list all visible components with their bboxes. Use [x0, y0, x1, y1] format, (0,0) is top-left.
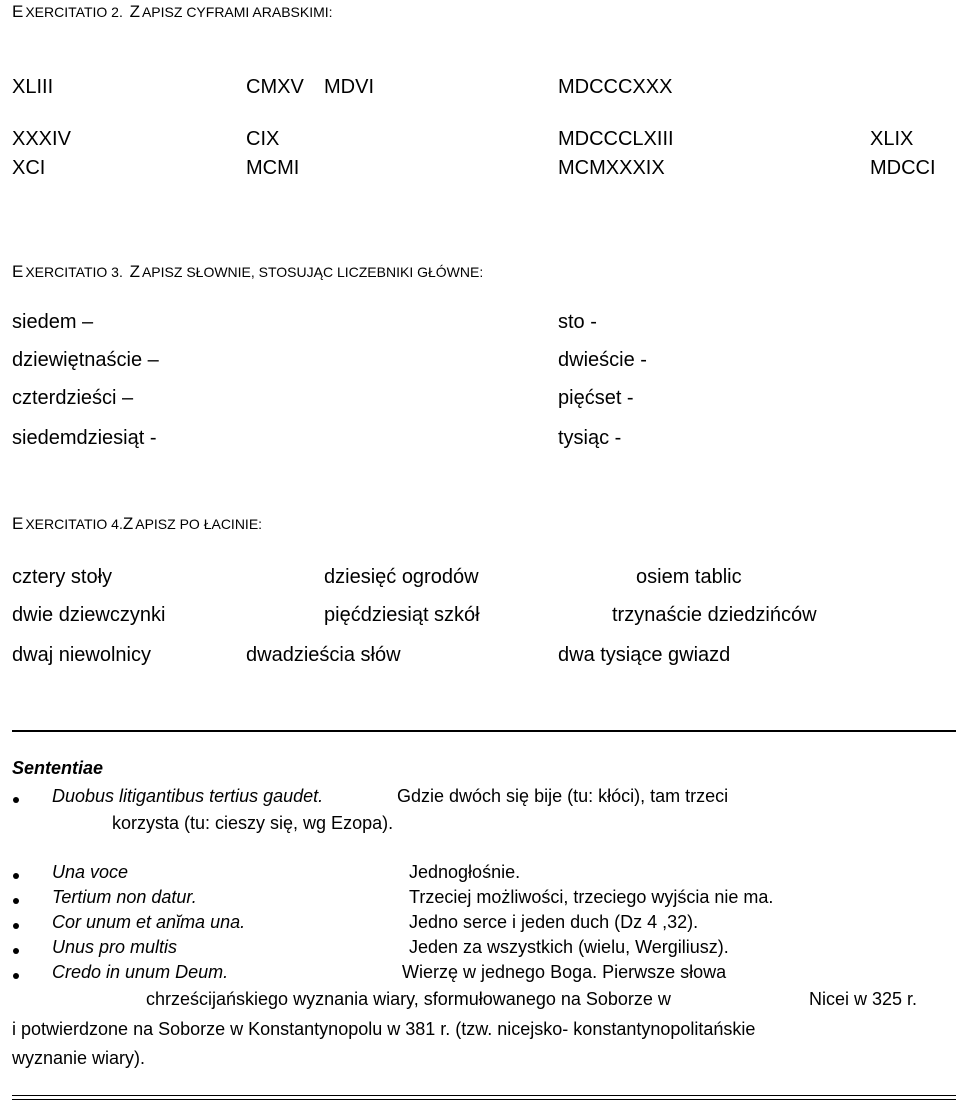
- phrase: dwaj niewolnicy: [12, 644, 151, 666]
- roman-numeral: MCMI: [246, 157, 300, 179]
- phrase: dwadzieścia słów: [246, 644, 401, 666]
- phrase: osiem tablic: [636, 566, 742, 588]
- roman-numeral: MDCCI: [870, 157, 936, 179]
- footer-divider: [12, 1099, 956, 1100]
- roman-numeral: CIX: [246, 128, 280, 150]
- polish-translation: Jednogłośnie.: [409, 862, 521, 882]
- sententiae-title: Sententiae: [12, 758, 104, 778]
- ex4-title-initial: Z: [122, 514, 136, 533]
- ex3-heading: [12, 262, 483, 282]
- ex2-title: APISZ CYFRAMI ARABSKIMI:: [141, 4, 333, 20]
- ex3-title-initial: Z: [129, 262, 142, 281]
- phrase: dwie dziewczynki: [12, 604, 166, 626]
- bullet-icon: [13, 873, 19, 879]
- number-word: tysiąc -: [558, 427, 622, 449]
- roman-numeral: MCMXXXIX: [558, 157, 665, 179]
- latin-sentence: Una voce: [52, 862, 129, 882]
- polish-translation: Wierzę w jednego Boga. Pierwsze słowa: [402, 962, 727, 982]
- phrase: dwa tysiące gwiazd: [558, 644, 731, 666]
- number-word: dwieście -: [558, 349, 647, 371]
- number-word: sto -: [558, 311, 597, 333]
- phrase: pięćdziesiąt szkół: [324, 604, 480, 626]
- number-word: pięćset -: [558, 387, 634, 409]
- latin-sentence: Duobus litigantibus tertius gaudet.: [52, 786, 324, 806]
- latin-sentence: Cor unum et anĭma una.: [52, 912, 246, 932]
- number-word: siedemdziesiąt -: [12, 427, 157, 449]
- roman-numeral: MDVI: [324, 76, 374, 98]
- bullet-icon: [13, 898, 19, 904]
- ex2-label-initial: E: [12, 2, 26, 21]
- ex4-heading: [12, 514, 262, 534]
- roman-numeral: XXXIV: [12, 128, 71, 150]
- number-word: dziewiętnaście –: [12, 349, 159, 371]
- ex2-label: XERCITATIO 2.: [25, 4, 123, 20]
- polish-translation: Jeden za wszystkich (wielu, Wergiliusz).: [409, 937, 729, 957]
- ex3-title: APISZ SŁOWNIE, STOSUJĄC LICZEBNIKI GŁÓWNE:: [141, 264, 484, 280]
- polish-translation-cont: i potwierdzone na Soborze w Konstantynopolu w 381 r. (tzw. nicejsko- konstantynopolitańskie: [12, 1019, 756, 1039]
- phrase: dziesięć ogrodów: [324, 566, 479, 588]
- phrase: cztery stoły: [12, 566, 113, 588]
- number-word: siedem –: [12, 311, 94, 333]
- polish-translation: Jedno serce i jeden duch (Dz 4 ,32).: [409, 912, 699, 932]
- polish-translation-cont: korzysta (tu: cieszy się, wg Ezopa).: [112, 813, 394, 833]
- phrase: trzynaście dziedzińców: [612, 604, 817, 626]
- roman-numeral: CMXV: [246, 76, 304, 98]
- roman-numeral: MDCCCLXIII: [558, 128, 674, 150]
- bullet-icon: [13, 948, 19, 954]
- roman-numeral: MDCCCXXX: [558, 76, 673, 98]
- footer-divider: [12, 1095, 956, 1096]
- ex4-title: APISZ PO ŁACINIE:: [135, 516, 263, 532]
- bullet-icon: [13, 797, 19, 803]
- roman-numeral: XCI: [12, 157, 46, 179]
- bullet-icon: [13, 973, 19, 979]
- polish-translation-cont: Nicei w 325 r.: [809, 989, 918, 1009]
- roman-numeral: XLIX: [870, 128, 914, 150]
- ex3-label: XERCITATIO 3.: [25, 264, 123, 280]
- ex4-label: XERCITATIO 4.: [25, 516, 123, 532]
- polish-translation-cont: wyznanie wiary).: [12, 1048, 146, 1068]
- roman-numeral: XLIII: [12, 76, 54, 98]
- ex2-title-initial: Z: [129, 2, 142, 21]
- polish-translation-cont: chrześcijańskiego wyznania wiary, sformułowanego na Soborze w: [146, 989, 671, 1009]
- ex4-label-initial: E: [12, 514, 26, 533]
- ex3-label-initial: E: [12, 262, 26, 281]
- ex2-heading: [12, 2, 333, 22]
- latin-sentence: Unus pro multis: [52, 937, 178, 957]
- section-divider: [12, 730, 956, 732]
- number-word: czterdzieści –: [12, 387, 134, 409]
- bullet-icon: [13, 923, 19, 929]
- polish-translation: Gdzie dwóch się bije (tu: kłóci), tam trzeci: [397, 786, 729, 806]
- polish-translation: Trzeciej możliwości, trzeciego wyjścia nie ma.: [409, 887, 774, 907]
- latin-sentence: Credo in unum Deum.: [52, 962, 229, 982]
- latin-sentence: Tertium non datur.: [52, 887, 197, 907]
